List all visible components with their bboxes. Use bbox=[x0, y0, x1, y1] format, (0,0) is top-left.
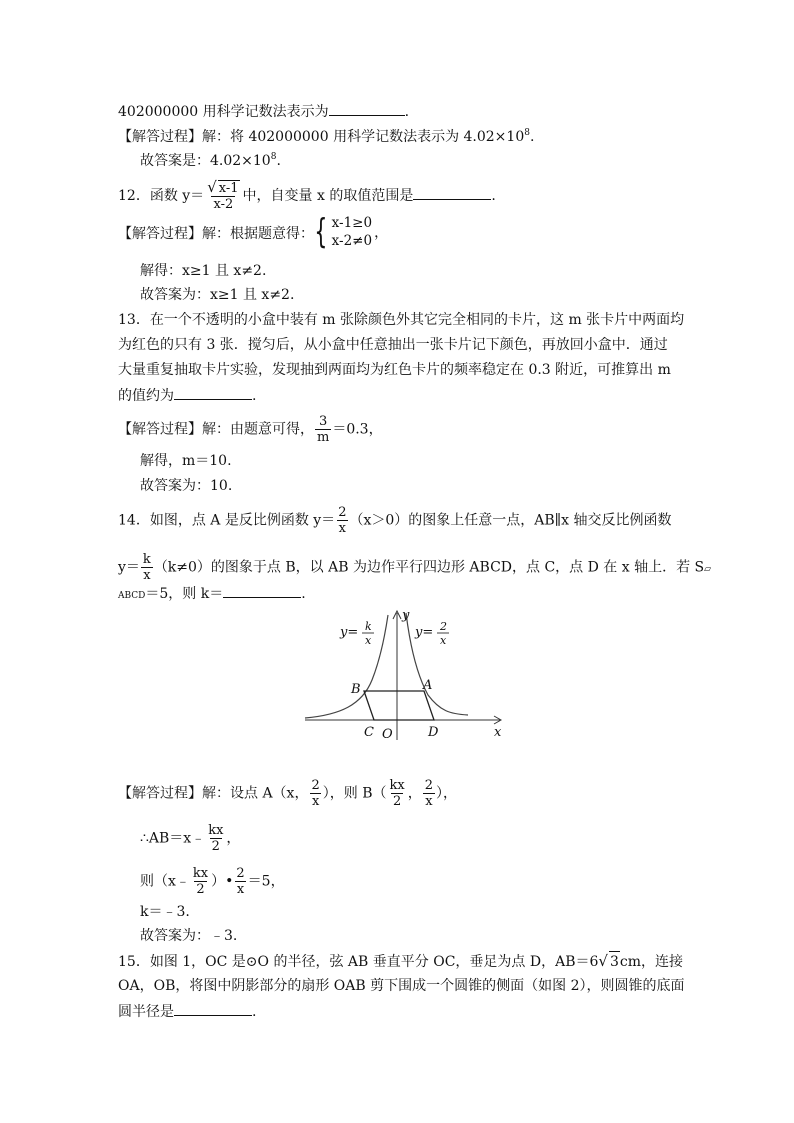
fraction: $\frac{kx}{2}$ bbox=[389, 778, 405, 809]
q11-solution: 【解答过程】解：将 402000000 用科学记数法表示为 $4.02\times 10^8$. bbox=[118, 128, 535, 145]
q13-result: 解得，m＝10. bbox=[140, 453, 232, 469]
q14-solution-1: 【解答过程】解：设点 A（x， $\frac{2}{x}$ ），则 B（ $\frac{kx}{2}$ ， $\frac{2}{x}$ ）， bbox=[118, 778, 457, 809]
answer-blank bbox=[329, 101, 405, 116]
q12-answer: 故答案为：x≥1 且 x≠2. bbox=[140, 287, 295, 303]
label-left-y: y= bbox=[340, 625, 359, 640]
q13-line-2: 为红色的只有 3 张．搅匀后，从小盒中任意抽出一张卡片记下颜色，再放回小盒中．通过 bbox=[118, 337, 668, 353]
fraction: $\frac{2}{x}$ bbox=[311, 778, 320, 809]
q13-answer: 故答案为：10. bbox=[140, 478, 233, 494]
q14-solution-3: 则（x﹣ $\frac{kx}{2}$ ）• $\frac{2}{x}$ ＝5， bbox=[140, 866, 285, 897]
q15-line-3: 圆半径是 . bbox=[118, 1001, 256, 1022]
q13-line-1: 13．在一个不透明的小盒中装有 m 张除颜色外其它完全相同的卡片，这 m 张卡片中两面均 bbox=[118, 312, 685, 328]
q11-question-tail: 402000000 用科学记数法表示为 . bbox=[118, 101, 409, 122]
answer-blank bbox=[413, 185, 491, 200]
label-left-k: k bbox=[365, 620, 372, 633]
x-axis-label: x bbox=[494, 725, 502, 740]
q12-inequality-system: { x-1≥0 x-2≠0 ， bbox=[314, 212, 389, 252]
fraction: $\frac{√ x-1}{x-2}$ bbox=[207, 178, 239, 212]
hyperbola-parallelogram-figure bbox=[300, 605, 510, 745]
sqrt-icon: √ bbox=[207, 178, 217, 196]
fraction: $\frac{kx}{2}$ bbox=[208, 823, 224, 854]
fraction: $\frac{2}{x}$ bbox=[338, 505, 347, 536]
label-left-x: x bbox=[365, 634, 372, 647]
fraction: $\frac{2}{x}$ bbox=[424, 778, 433, 809]
point-a-label: A bbox=[423, 678, 433, 693]
fraction: $\frac{3}{m}$ bbox=[317, 414, 330, 445]
fraction: $\frac{kx}{2}$ bbox=[192, 866, 209, 897]
answer-blank bbox=[174, 385, 252, 400]
q15-line-2: OA，OB，将图中阴影部分的扇形 OAB 剪下围成一个圆锥的侧面（如图 2），则圆锥的底面 bbox=[118, 978, 685, 994]
q15-line-1: 15．如图 1，OC 是⊙O 的半径，弦 AB 垂直平分 OC，垂足为点 D，AB＝6√ 3cm，连接 bbox=[118, 952, 683, 970]
brace-icon: { bbox=[314, 212, 328, 252]
q14-answer: 故答案为：﹣3. bbox=[140, 928, 238, 944]
q14-line-3: ABCD＝5，则 k＝ . bbox=[118, 583, 306, 606]
answer-blank bbox=[174, 1001, 252, 1016]
q14-solution-2: ∴AB＝x﹣ $\frac{kx}{2}$ ， bbox=[140, 823, 241, 854]
q12-result: 解得：x≥1 且 x≠2. bbox=[140, 263, 267, 279]
label-right-2: 2 bbox=[440, 620, 447, 633]
q12-question: 12．函数 y＝ $\frac{√ x-1}{x-2}$ 中，自变量 x 的取值范围是 . bbox=[118, 178, 496, 212]
label-right-x: x bbox=[440, 634, 447, 647]
q13-solution: 【解答过程】解：由题意可得， $\frac{3}{m}$ ＝0.3， bbox=[118, 414, 383, 445]
q14-line-2: y＝ $\frac{k}{x}$ （k≠0）的图象于点 B，以 AB 为边作平行四边形 ABCD，点 C，点 D 在 x 轴上．若 S▱ bbox=[118, 552, 712, 583]
point-c-label: C bbox=[364, 725, 374, 740]
q14-solution-4: k＝﹣3. bbox=[140, 904, 190, 920]
q13-line-3: 大量重复抽取卡片实验，发现抽到两面均为红色卡片的频率稳定在 0.3 附近，可推算出 m bbox=[118, 362, 671, 378]
q12-solution-label: 【解答过程】解：根据题意得： bbox=[118, 226, 314, 242]
sqrt-icon: √ bbox=[598, 952, 608, 970]
q14-line-1: 14．如图，点 A 是反比例函数 y＝ $\frac{2}{x}$ （x＞0）的图象上任意一点，AB∥x 轴交反比例函数 bbox=[118, 505, 672, 536]
origin-label: O bbox=[382, 727, 393, 742]
parallelogram-abcd bbox=[364, 691, 434, 720]
point-d-label: D bbox=[428, 725, 439, 740]
fraction: $\frac{2}{x}$ bbox=[236, 866, 245, 897]
fraction: $\frac{k}{x}$ bbox=[142, 552, 151, 583]
y-axis-label: y bbox=[402, 608, 410, 623]
answer-blank bbox=[223, 583, 301, 598]
point-b-label: B bbox=[351, 682, 361, 697]
q11-answer: 故答案是：$4.02\times 10^8$. bbox=[140, 152, 281, 169]
q13-line-4: 的值约为 . bbox=[118, 385, 256, 406]
label-right-y: y= bbox=[415, 625, 434, 640]
